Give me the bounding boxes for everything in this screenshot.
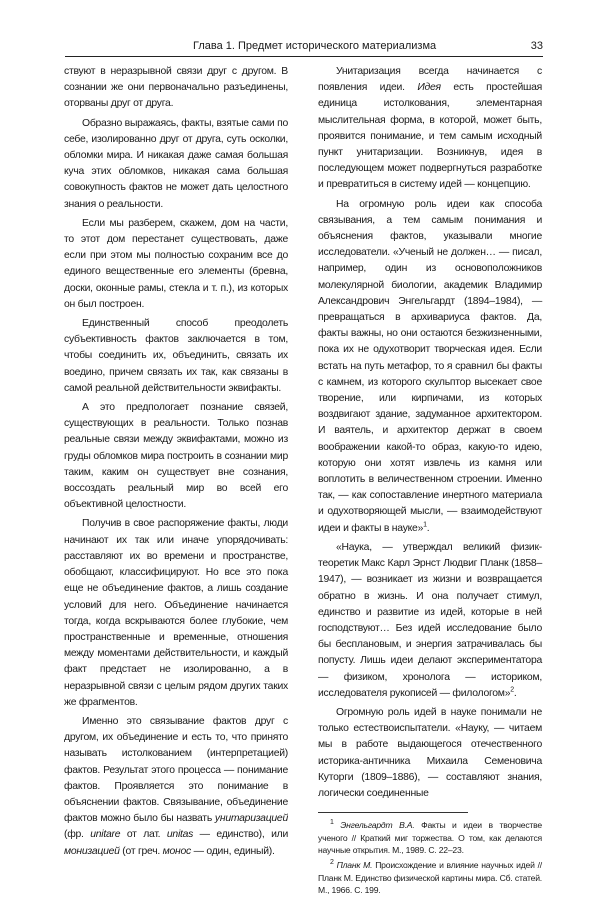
italic-text: унитаризацией bbox=[214, 813, 288, 825]
text-run: (от греч. bbox=[119, 845, 163, 857]
text-run: На огромную роль идеи как способа связывания, а тем самым понимания и объяснения фактов, указывали многие исследователи. «Ученый не должен… — писал, например, один из основоположников молекулярной биологии, академик Владимир Александрович Энгельгардт (1894–1984), — превращаться в архивариуса фактов. Да, факты важны, но они остаются безжизненными, пока их не одухотворит творческая идея. Если встать на путь метафор, то я сравнил бы факты с камнем, из которого скульптор высекает свое творение, или кирпичами, из которых воздвигают здание, задуманное архитектором. И ваятель, и архитектор держат в своем воображении какой-то образ, какую-то идею, которую они хотят извлечь из камня или воплотить в величественном строении. Именно так, — как сопоставление инертного материала и одухотворяющей мысли, — взаимодействуют идеи и факты в науке» bbox=[318, 198, 542, 534]
italic-text: unitas bbox=[166, 829, 194, 841]
left-text-column bbox=[64, 64, 288, 863]
italic-text: монизацией bbox=[64, 845, 120, 857]
text-run: Происхождение и влияние научных идей // Планк М. Единство физической картины мира. Сб. статей. М., 1966. С. 199. bbox=[318, 860, 542, 896]
italic-text: Планк М. bbox=[336, 860, 373, 871]
paragraph bbox=[318, 64, 542, 194]
paragraph bbox=[318, 197, 542, 537]
text-run: ствуют в неразрывной связи друг с другом. В сознании же они первоначально разъединены, оторваны друг от друга. bbox=[64, 66, 288, 110]
text-run: . bbox=[513, 687, 517, 699]
footnote bbox=[318, 819, 542, 856]
text-run: А это предпологает познание связей, существующих в реальности. Только познав реальные связи между эквифактами, можно из груды обломков мира построить в сознании мир таким, каким он существует вне сознания, воссоздать реальный мир во всей его объективной целостности. bbox=[64, 402, 288, 511]
text-run: Факты и идеи в творчестве ученого // Краткий миг торжества. О том, как делаются научные открытия. М., 1989. С. 22–23. bbox=[318, 820, 542, 855]
chapter-title: Глава 1. Предмет исторического материализма bbox=[193, 40, 437, 52]
paragraph bbox=[318, 540, 542, 702]
text-run: есть простейшая единица истолкования, элементарная мыслительная форма, в которой, может быть, проявится понимание, и тем самым исходный пункт унитаризации. Возникнув, идея в последующем может подвергнуться разработке и превратиться в систему идей — концепцию. bbox=[318, 82, 542, 191]
italic-text: монос bbox=[162, 845, 192, 857]
paragraph bbox=[64, 400, 288, 513]
text-run: Огромную роль идей в науке понимали не только естествоиспытатели. «Науку, — читаем мы в работе выдающегося отечественного историка-античника Михаила Семеновича Куторги (1809–1886), — составляют знания, логически соединенные bbox=[318, 706, 542, 799]
text-run: (фр. bbox=[64, 829, 91, 841]
text-run: Получив в свое распоряжение факты, люди начинают их так или иначе упорядочивать: расставляют их во времени и пространстве, обобщают, классифицируют. Но все это пока еще не объединение фактов, а лишь создание условий для него. Объединение начинается тогда, когда вскрываются более глубокие, чем пространственные и временные, отношения между моментами действительности, и каждый факт предстает не изолированно, а в неразрывной связи с целым рядом других таких же фрагментов. bbox=[64, 518, 288, 708]
text-run: Образно выражаясь, факты, взятые сами по себе, изолированно друг от друга, суть осколки, обломки мира. И никакая даже самая большая куча этих обломков, никакая сама большая совокупность фактов не может дать целостного знания о реальности. bbox=[64, 117, 288, 210]
paragraph bbox=[64, 714, 288, 860]
text-run: Унитаризация всегда начинается с появления идеи. bbox=[318, 66, 542, 94]
text-run: — единство), или bbox=[193, 829, 289, 841]
italic-text: unitare bbox=[90, 829, 121, 841]
italic-text: Энгельгардт В.А. bbox=[340, 820, 415, 831]
footnote-divider bbox=[318, 812, 468, 813]
right-text-column bbox=[318, 64, 542, 802]
text-run: Единственный способ преодолеть субъективность фактов заключается в том, чтобы соединить их, объединить, связать их воедино, причем связать их так, как связаны в самой реальной действительности эквифакты. bbox=[64, 318, 288, 394]
text-run: — один, единый). bbox=[191, 845, 275, 857]
text-run bbox=[334, 820, 341, 830]
paragraph bbox=[64, 516, 288, 710]
text-run: Если мы разберем, скажем, дом на части, то этот дом перестанет существовать, даже если при этом мы полностью сохраним все до единого вещественные его элементы (бревна, доски, оконные рамы, стекла и т. п.), из которых он был построен. bbox=[64, 217, 288, 310]
running-header bbox=[65, 38, 543, 57]
text-run: от лат. bbox=[120, 829, 167, 841]
paragraph bbox=[64, 316, 288, 397]
text-run: «Наука, — утверждал великий физик-теоретик Макс Карл Эрнст Людвиг Планк (1858–1947), — возникает из жизни и возвращается обратно в жизнь. И она получает стимул, единство и развитие из идей, которые в ней господствуют… Без идей исследование было бы бесплановым, и энергия затрачивалась бы попусту. Лишь идеи делают экспериментатора — физиком, хронолога — историком, исследователя рукописей — филологом» bbox=[318, 541, 542, 699]
footnote-marker: 2 bbox=[510, 686, 514, 694]
paragraph bbox=[64, 216, 288, 313]
footnote-marker: 1 bbox=[423, 521, 427, 529]
footnote bbox=[318, 859, 542, 896]
page-number: 33 bbox=[530, 40, 543, 52]
paragraph bbox=[318, 705, 542, 802]
italic-text: Идея bbox=[417, 82, 441, 94]
footnote-marker: 2 bbox=[330, 859, 334, 867]
text-run: Именно это связывание фактов друг с другом, их объединение и есть то, что принято называть истолкованием (интерпретацией) фактов. Результат этого процесса — понимание фактов. Проявляется это понимание в объяснении фактов. Связывание, объединение фактов можно было бы назвать bbox=[64, 715, 288, 825]
text-run: . bbox=[426, 522, 430, 534]
footnote-marker: 1 bbox=[330, 819, 334, 827]
paragraph bbox=[64, 64, 288, 113]
footnotes bbox=[318, 819, 542, 896]
right-column-wrapper bbox=[318, 64, 542, 900]
paragraph bbox=[64, 116, 288, 213]
